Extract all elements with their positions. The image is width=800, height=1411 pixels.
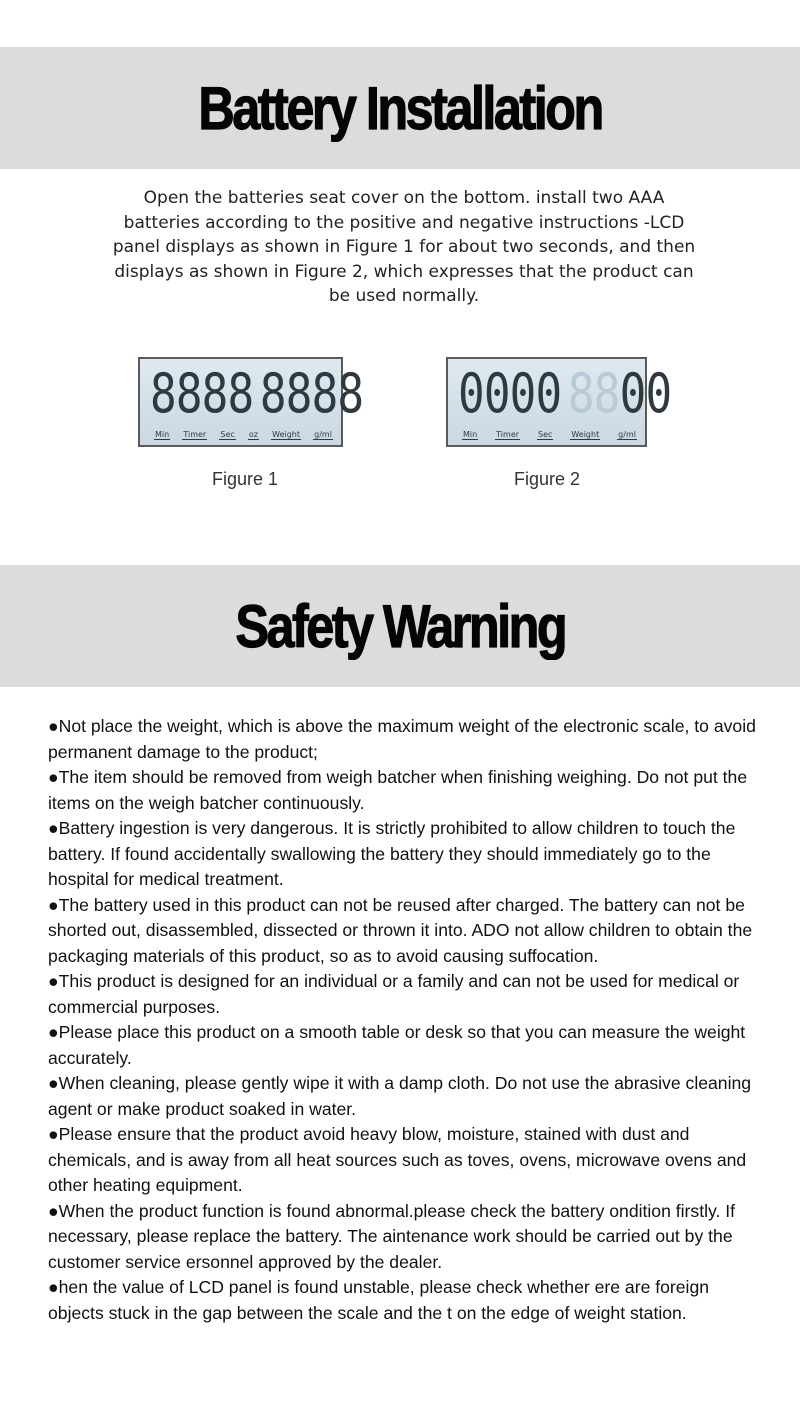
warning-item: ●This product is designed for an individual or a family and can not be used for medical or commercial purposes. xyxy=(48,971,740,1017)
lcd-figure-2-timer-digits: 0000 xyxy=(458,361,562,425)
lcd-figure-1 xyxy=(138,357,364,447)
installation-instructions-text: Open the batteries seat cover on the bottom. install two AAA batteries according to the positive and negative instructions -LCD panel displays as shown in Figure 1 for about two seconds, and then displays as shown in Figure 2, which expresses that the product can be used normally. xyxy=(112,188,696,306)
lcd-label: Weight xyxy=(272,430,301,439)
warning-item: ●The battery used in this product can not be reused after charged. The battery can not be shorted out, disassembled, dissected or thrown it into. ADO not allow children to obtain the packaging materials of this product, so as to avoid causing suffocation. xyxy=(48,894,753,966)
lcd-figure-2-labels xyxy=(462,424,637,440)
warning-item: ●Please place this product on a smooth table or desk so that you can measure the weight accurately. xyxy=(48,1022,746,1068)
figure-2-caption: Figure 2 xyxy=(513,469,581,489)
warning-item: ●When the product function is found abnormal.please check the battery ondition firstly. If necessary, please replace the battery. The aintenance work should be carried out by the customer service ersonnel approved by the dealer. xyxy=(48,1200,736,1272)
lcd-figure-1-weight-digits: 8888 xyxy=(259,361,364,425)
warning-item: ●Battery ingestion is very dangerous. It is strictly prohibited to allow children to touch the battery. If found accidentally swallowing the battery they should immediately go to the hospital for medical treatment. xyxy=(48,818,736,889)
lcd-label: g/ml xyxy=(618,430,636,439)
battery-installation-title: Battery Installation xyxy=(198,74,602,142)
safety-warning-banner xyxy=(0,565,800,687)
lcd-label: Sec xyxy=(537,430,553,439)
lcd-figure-2-digits xyxy=(458,361,672,425)
warning-item: ●hen the value of LCD panel is found unstable, please check whether ere are foreign objects stuck in the gap between the scale and the t on the edge of weight station. xyxy=(48,1277,710,1323)
safety-warning-list xyxy=(48,714,758,1326)
lcd-figure-2-weight-digits: 00 xyxy=(619,361,672,425)
lcd-label: Sec xyxy=(220,430,235,439)
battery-installation-banner xyxy=(0,47,800,169)
lcd-label: oz xyxy=(248,430,258,439)
warning-item: ●The item should be removed from weigh batcher when finishing weighing. Do not put the items on the weigh batcher continuously. xyxy=(48,767,748,813)
warning-item: ●When cleaning, please gently wipe it with a damp cloth. Do not use the abrasive cleaning agent or make product soaked in water. xyxy=(48,1073,752,1119)
lcd-label: Timer xyxy=(496,430,520,439)
lcd-figure-2 xyxy=(446,357,672,447)
lcd-label: Min xyxy=(463,430,478,439)
lcd-label: Min xyxy=(155,430,170,439)
warning-item: ●Not place the weight, which is above the maximum weight of the electronic scale, to avoid permanent damage to the product; xyxy=(48,716,756,762)
lcd-label: Weight xyxy=(571,430,600,439)
safety-warning-title: Safety Warning xyxy=(235,592,565,660)
lcd-figure-1-timer-digits: 8888 xyxy=(150,361,254,425)
warning-item: ●Please ensure that the product avoid heavy blow, moisture, stained with dust and chemicals, and is away from all heat sources such as toves, ovens, microwave ovens and other heating equipment. xyxy=(48,1124,747,1195)
lcd-figure-1-labels xyxy=(154,424,333,440)
lcd-label: g/ml xyxy=(314,430,332,439)
lcd-figure-1-digits xyxy=(150,361,364,425)
lcd-label: Timer xyxy=(183,430,207,439)
installation-instructions xyxy=(110,186,698,309)
lcd-figure-2-unlit-digits: 88 xyxy=(567,361,620,425)
figure-1-caption: Figure 1 xyxy=(211,469,279,489)
